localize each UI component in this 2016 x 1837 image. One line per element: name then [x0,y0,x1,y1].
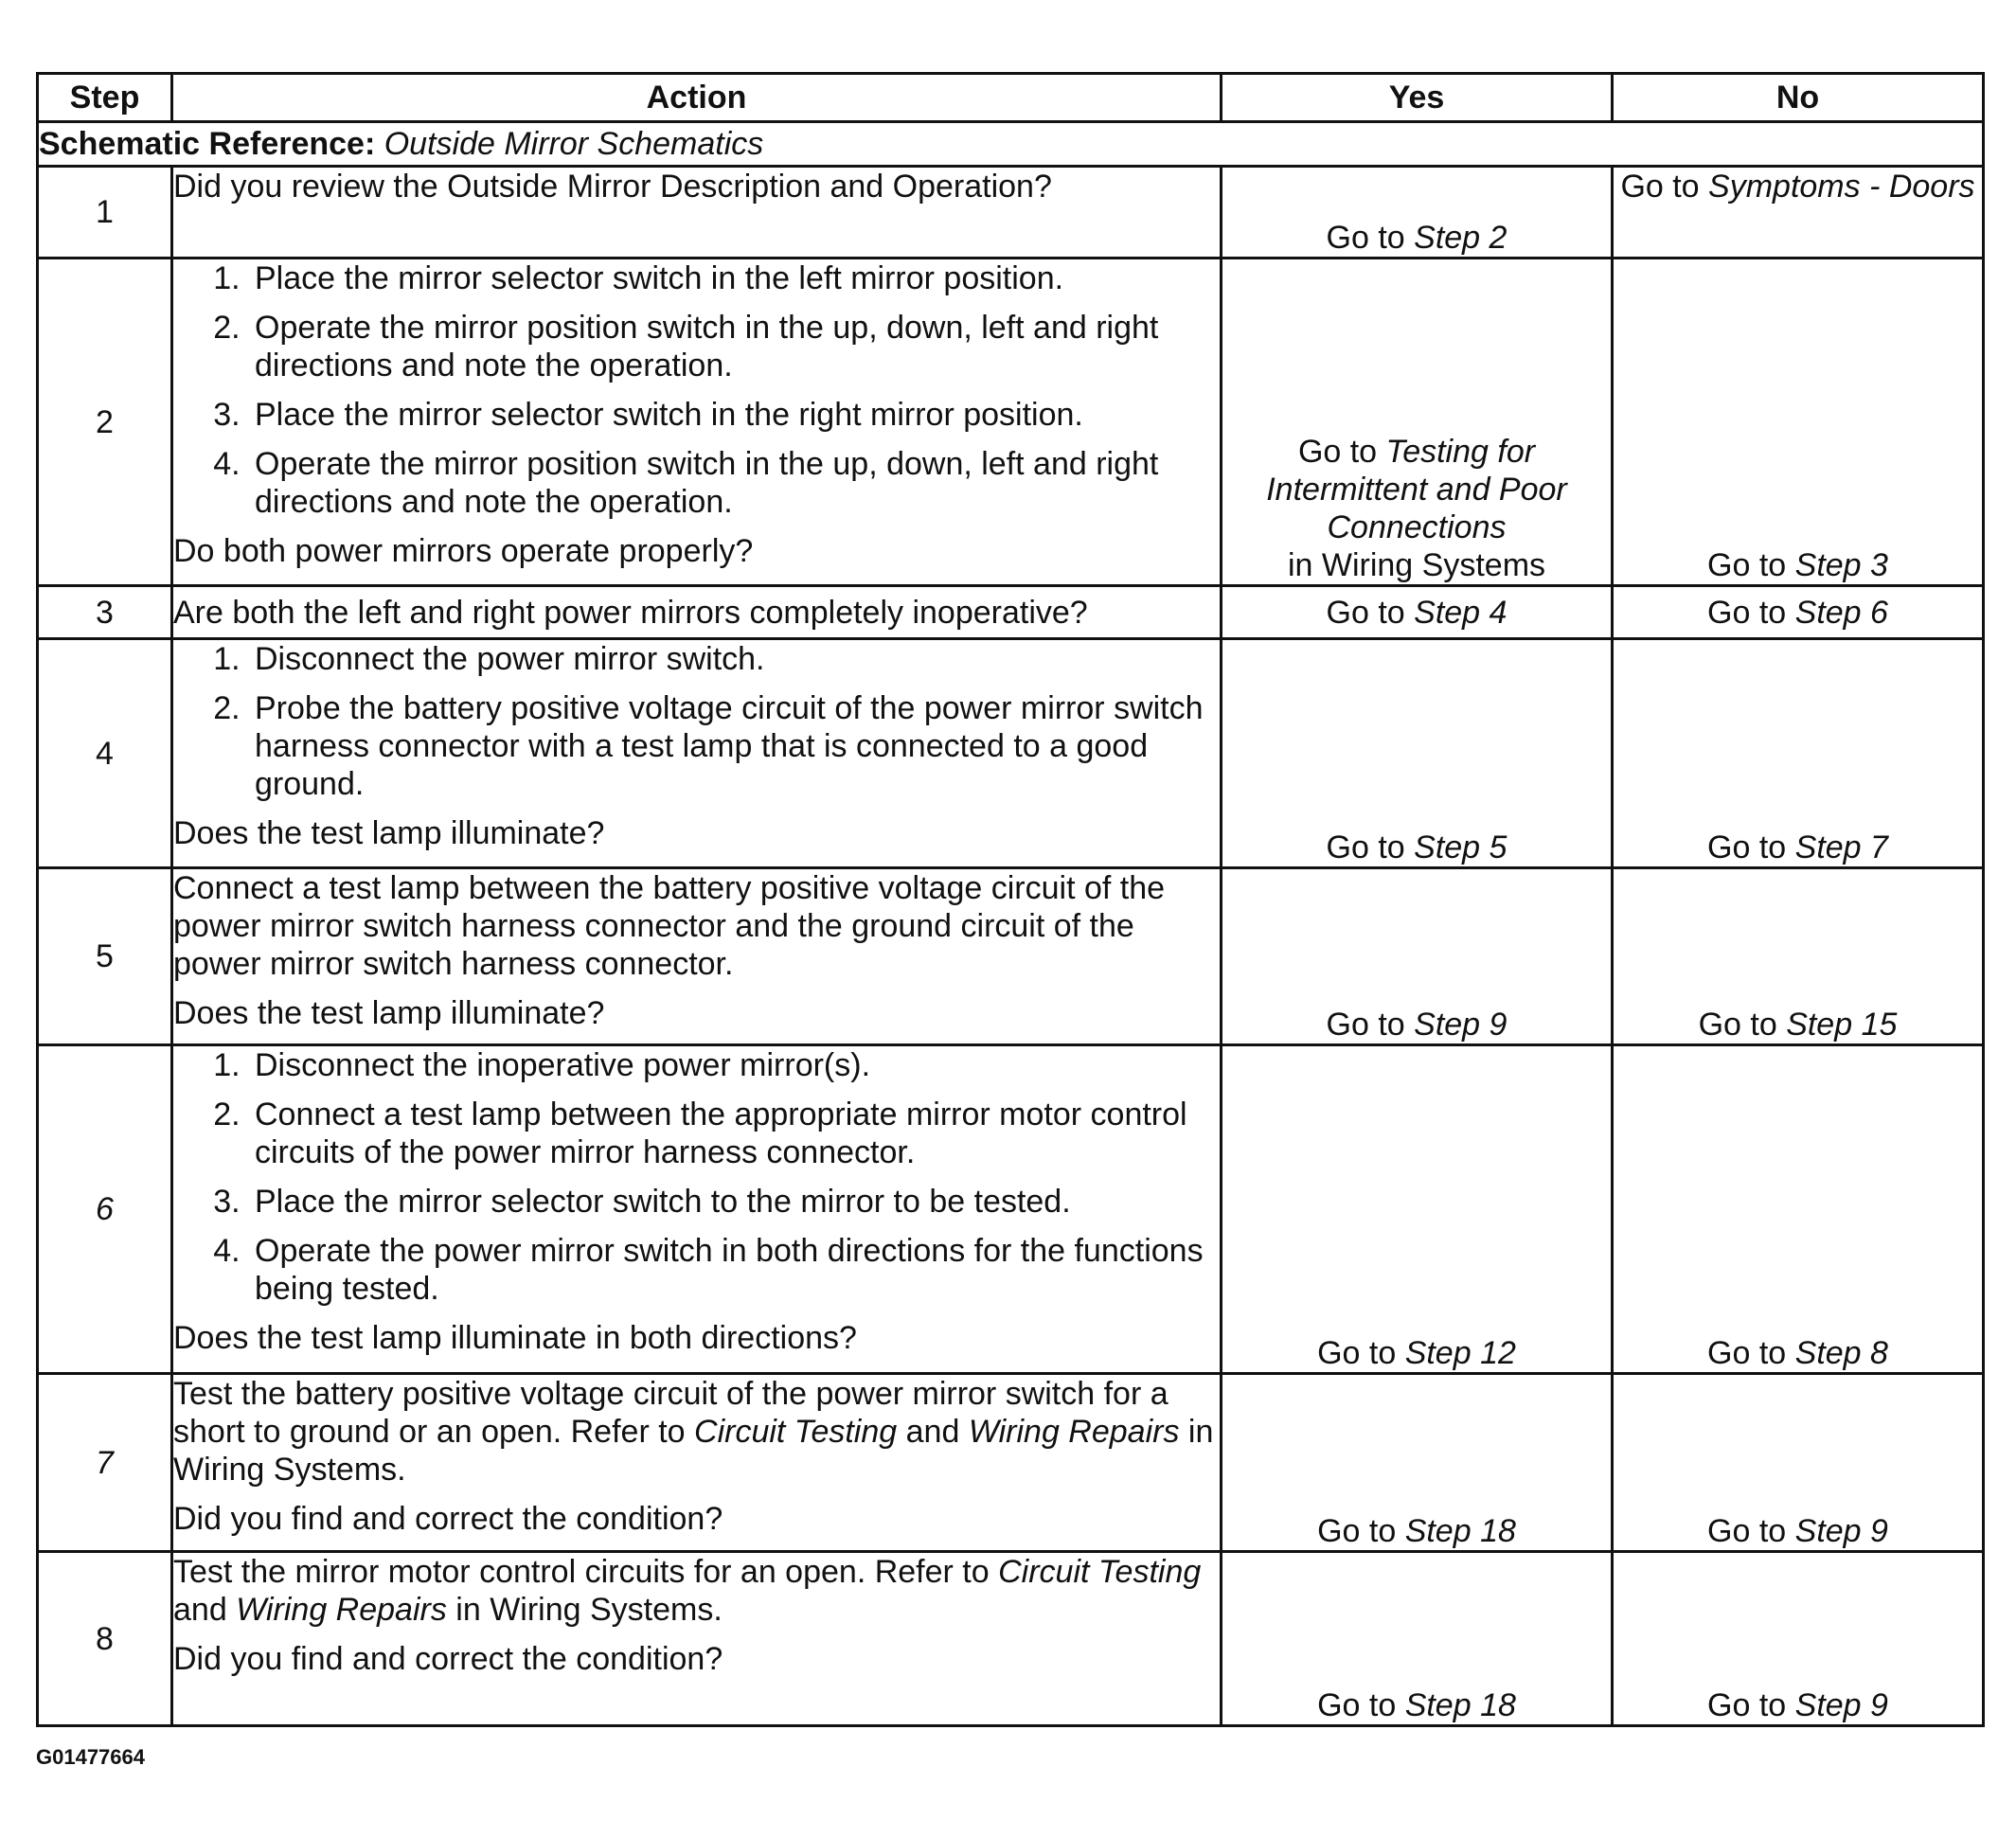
action-question: Does the test lamp illuminate? [173,995,605,1031]
no-cell [1613,1552,1984,1726]
yes-cell [1222,1045,1613,1374]
action-cell [172,1374,1222,1552]
diagnostic-table [36,72,1985,1727]
yes-cell [1222,868,1613,1045]
table-row [38,586,1984,639]
action-step-item: 1. Disconnect the power mirror switch. [249,640,1220,678]
yes-prefix: Go to [1326,829,1415,865]
step-number: 3 [38,586,172,639]
header-row [38,74,1984,122]
action-text-part: Test the battery positive voltage circuit of the power mirror switch for a short to ground or an open. Refer to [173,1376,1169,1450]
no-link[interactable]: Step 7 [1794,829,1888,865]
no-link[interactable]: Step 8 [1794,1335,1888,1371]
table-row [38,1045,1984,1374]
action-question: Does the test lamp illuminate? [173,815,605,851]
yes-link[interactable]: Step 9 [1414,1007,1508,1043]
yes-cell [1222,259,1613,586]
no-cell [1613,639,1984,868]
yes-prefix: Go to [1317,1335,1405,1371]
header-no: No [1613,74,1984,122]
yes-prefix: Go to [1326,594,1415,631]
action-steps-list [173,259,1220,521]
step-number: 6 [38,1045,172,1374]
yes-prefix: Go to [1317,1687,1405,1723]
no-cell [1613,1045,1984,1374]
header-yes: Yes [1222,74,1613,122]
schematic-reference-row [38,122,1984,167]
no-link[interactable]: Step 9 [1794,1687,1888,1723]
action-text-part: and [173,1592,237,1628]
diagnostic-table-container [36,72,1982,1727]
action-cell [172,586,1222,639]
yes-link[interactable]: Step 18 [1404,1687,1516,1723]
yes-link[interactable]: Step 18 [1404,1513,1516,1549]
schematic-reference-link[interactable]: Outside Mirror Schematics [384,126,764,162]
circuit-testing-link[interactable]: Circuit Testing [694,1414,898,1450]
action-question: Are both the left and right power mirrors completely inoperative? [173,594,1088,631]
action-question: Did you find and correct the condition? [173,1501,723,1537]
no-link[interactable]: Step 15 [1786,1007,1898,1043]
wiring-repairs-link[interactable]: Wiring Repairs [236,1592,447,1628]
step-number: 2 [38,259,172,586]
action-step-item: 1. Disconnect the inoperative power mirror(s). [249,1046,1220,1084]
yes-prefix: Go to [1326,1007,1415,1043]
action-step-item: 2. Probe the battery positive voltage circuit of the power mirror switch harness connector with a test lamp that is connected to a good ground. [249,689,1220,803]
action-question: Did you review the Outside Mirror Description and Operation? [173,169,1052,205]
no-prefix: Go to [1707,1335,1795,1371]
yes-link[interactable]: Step 12 [1404,1335,1516,1371]
action-step-item: 4. Operate the power mirror switch in both directions for the functions being tested. [249,1232,1220,1308]
yes-link[interactable]: Step 4 [1414,594,1508,631]
action-cell [172,259,1222,586]
table-row [38,167,1984,259]
step-number: 1 [38,167,172,259]
action-cell [172,1552,1222,1726]
no-cell [1613,868,1984,1045]
schematic-reference-cell [38,122,1984,167]
no-link[interactable]: Step 9 [1794,1513,1888,1549]
action-step-item: 3. Place the mirror selector switch to the mirror to be tested. [249,1183,1220,1221]
yes-link[interactable]: Step 5 [1414,829,1508,865]
header-action: Action [172,74,1222,122]
no-link[interactable]: Symptoms - Doors [1708,169,1975,205]
schematic-reference-label: Schematic Reference: [39,126,376,162]
action-cell [172,1045,1222,1374]
table-row [38,259,1984,586]
table-row [38,1552,1984,1726]
yes-suffix: in Wiring Systems [1287,547,1546,583]
action-steps-list [173,1046,1220,1308]
no-cell [1613,167,1984,259]
table-row [38,1374,1984,1552]
table-row [38,639,1984,868]
action-step-item: 3. Place the mirror selector switch in the right mirror position. [249,396,1220,434]
action-step-item: 2. Connect a test lamp between the appropriate mirror motor control circuits of the power mirror harness connector. [249,1096,1220,1171]
step-number: 5 [38,868,172,1045]
no-cell [1613,259,1984,586]
action-cell [172,167,1222,259]
action-text-part: Test the mirror motor control circuits for an open. Refer to [173,1554,999,1590]
no-prefix: Go to [1707,1687,1795,1723]
yes-cell [1222,1374,1613,1552]
no-prefix: Go to [1707,1513,1795,1549]
action-step-item: 2. Operate the mirror position switch in the up, down, left and right directions and note the operation. [249,309,1220,384]
action-question: Does the test lamp illuminate in both directions? [173,1320,857,1356]
no-link[interactable]: Step 3 [1794,547,1888,583]
action-question: Do both power mirrors operate properly? [173,533,754,569]
yes-prefix: Go to [1297,434,1386,470]
action-step-item: 1. Place the mirror selector switch in the left mirror position. [249,259,1220,297]
step-number: 7 [38,1374,172,1552]
no-prefix: Go to [1707,594,1795,631]
yes-cell [1222,639,1613,868]
action-text: Connect a test lamp between the battery positive voltage circuit of the power mirror switch harness connector and the ground circuit of the power mirror switch harness connector. [173,870,1166,982]
action-text-part: in Wiring Systems. [446,1592,723,1628]
table-row [38,868,1984,1045]
action-text [173,1553,1220,1629]
yes-cell [1222,167,1613,259]
no-prefix: Go to [1707,829,1795,865]
no-cell [1613,1374,1984,1552]
figure-id: G01477664 [36,1745,145,1769]
action-step-item: 4. Operate the mirror position switch in the up, down, left and right directions and note the operation. [249,445,1220,521]
yes-link[interactable]: Step 2 [1414,220,1508,256]
yes-prefix: Go to [1317,1513,1405,1549]
yes-cell [1222,586,1613,639]
no-prefix: Go to [1698,1007,1787,1043]
no-link[interactable]: Step 6 [1794,594,1888,631]
action-text [173,1375,1220,1489]
action-text-part: in Wiring Systems. [173,1414,1214,1488]
step-number: 8 [38,1552,172,1726]
no-prefix: Go to [1707,547,1795,583]
action-text-part: and [897,1414,969,1450]
yes-prefix: Go to [1326,220,1415,256]
action-cell [172,639,1222,868]
action-cell [172,868,1222,1045]
yes-link[interactable]: Testing for Intermittent and Poor Connections [1266,434,1567,545]
circuit-testing-link[interactable]: Circuit Testing [998,1554,1202,1590]
action-question: Did you find and correct the condition? [173,1641,723,1677]
no-cell [1613,586,1984,639]
wiring-repairs-link[interactable]: Wiring Repairs [968,1414,1180,1450]
header-step: Step [38,74,172,122]
action-steps-list [173,640,1220,803]
yes-cell [1222,1552,1613,1726]
no-prefix: Go to [1620,169,1709,205]
step-number: 4 [38,639,172,868]
